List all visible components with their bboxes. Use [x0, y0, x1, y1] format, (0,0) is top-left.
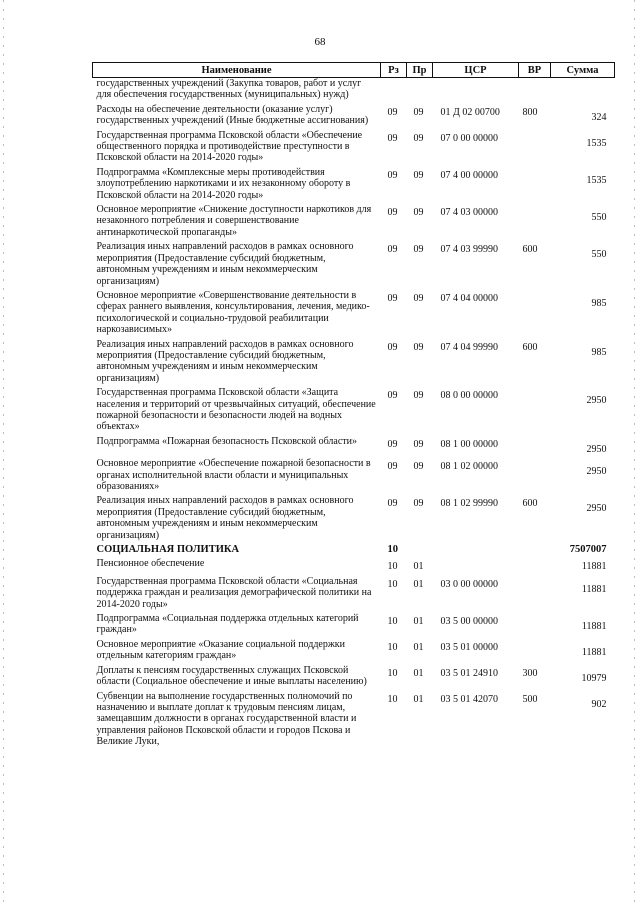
cell-csr [433, 558, 519, 575]
cell-vr: 300 [522, 667, 538, 679]
cell-sum: 902 [591, 698, 607, 710]
cell-vr [519, 78, 551, 104]
header-rz: Рз [381, 63, 407, 78]
table-row [93, 458, 615, 495]
cell-vr [519, 387, 551, 436]
table-row [93, 104, 615, 130]
cell-pr: 09 [413, 341, 424, 353]
cell-csr: 03 5 01 42070 [440, 693, 498, 705]
cell-pr [407, 544, 433, 558]
cell-csr: 03 5 01 24910 [440, 667, 498, 679]
cell-vr [519, 204, 551, 241]
cell-sum: 550 [591, 249, 607, 261]
cell-name: Государственная программа Псковской области «Социальная поддержка граждан и реализация демографической политики на 2014-2020 годы» [96, 575, 372, 610]
cell-csr: 08 1 02 99990 [440, 498, 498, 510]
cell-vr [519, 558, 551, 575]
cell-pr: 09 [413, 390, 424, 402]
cell-rz: 09 [387, 169, 398, 181]
cell-vr: 600 [522, 498, 538, 510]
cell-name: государственных учреждений (Закупка товаров, работ и услуг для обеспечения государственных (муниципальных) нужд) [96, 78, 362, 101]
cell-name: Подпрограмма «Пожарная безопасность Псковской области» [96, 435, 357, 447]
cell-csr: 03 5 01 00000 [440, 641, 498, 653]
cell-sum: 11881 [581, 621, 607, 633]
cell-rz: 09 [387, 106, 398, 118]
cell-sum: 324 [591, 111, 607, 123]
header-sum: Сумма [551, 63, 615, 78]
cell-csr [433, 544, 519, 558]
cell-csr: 08 0 00 00000 [440, 390, 498, 402]
cell-name: Основное мероприятие «Обеспечение пожарной безопасности в органах исполнительной власти области и муниципальных образованиях» [96, 458, 371, 492]
cell-pr: 09 [413, 461, 424, 473]
cell-sum: 550 [591, 212, 607, 224]
scan-edge-left [3, 0, 4, 905]
cell-rz: 10 [387, 641, 398, 653]
cell-pr: 01 [413, 561, 424, 573]
table-row [93, 204, 615, 241]
table-row [93, 495, 615, 544]
cell-csr: 03 0 00 00000 [440, 578, 498, 590]
cell-rz: 10 [387, 667, 398, 679]
cell-name: СОЦИАЛЬНАЯ ПОЛИТИКА [96, 544, 240, 556]
cell-pr: 09 [413, 438, 424, 450]
cell-pr: 09 [413, 169, 424, 181]
scan-edge-right [634, 0, 635, 905]
table-row [93, 576, 615, 613]
cell-rz: 09 [387, 390, 398, 402]
cell-vr: 600 [522, 244, 538, 256]
table-row [93, 436, 615, 458]
cell-pr: 09 [413, 207, 424, 219]
cell-name: Государственная программа Псковской области «Обеспечение общественного порядка и противодействие преступности в Псковской области на 2014-2020 годы» [96, 129, 363, 164]
cell-csr: 07 4 03 00000 [440, 207, 498, 219]
cell-name: Государственная программа Псковской области «Защита населения и территорий от чрезвычайных ситуаций, обеспечение пожарной безопасности и безопасности людей на водных объектах» [96, 387, 376, 433]
cell-name: Реализация иных направлений расходов в рамках основного мероприятия (Предоставление субсидий бюджетным, автономным учреждениям и иным некоммерческим организациям) [96, 338, 354, 384]
table-row [93, 613, 615, 639]
cell-name: Основное мероприятие «Снижение доступности наркотиков для незаконного потребления и совершенствование антинаркотической пропаганды» [96, 204, 372, 238]
cell-pr [407, 78, 433, 104]
cell-csr: 08 1 02 00000 [440, 461, 498, 473]
cell-name: Доплаты к пенсиям государственных служащих Псковской области (Социальное обеспечение и иные выплаты населению) [96, 664, 367, 688]
cell-vr [519, 458, 551, 495]
cell-csr: 07 4 00 00000 [440, 169, 498, 181]
cell-vr [519, 576, 551, 613]
cell-rz: 09 [387, 461, 398, 473]
page-number: 68 [314, 36, 326, 48]
cell-pr: 01 [413, 641, 424, 653]
cell-sum [551, 78, 615, 104]
table-row [93, 130, 615, 167]
cell-vr: 500 [522, 693, 538, 705]
cell-sum: 11881 [581, 561, 607, 573]
cell-csr: 01 Д 02 00700 [440, 106, 500, 118]
cell-pr: 01 [413, 616, 424, 628]
cell-sum: 1535 [586, 174, 607, 186]
cell-rz: 10 [387, 578, 398, 590]
cell-vr [519, 639, 551, 665]
cell-vr: 800 [522, 106, 538, 118]
cell-csr: 07 4 04 00000 [440, 292, 498, 304]
cell-csr: 03 5 00 00000 [440, 616, 498, 628]
cell-rz: 09 [387, 244, 398, 256]
cell-rz [381, 78, 407, 104]
cell-vr [519, 130, 551, 167]
header-csr: ЦСР [433, 63, 519, 78]
cell-csr: 08 1 00 00000 [440, 438, 498, 450]
cell-rz: 10 [387, 693, 398, 705]
budget-table [92, 62, 615, 751]
cell-name: Расходы на обеспечение деятельности (оказание услуг) государственных учреждений (Иные бюджетные ассигнования) [96, 103, 369, 127]
budget-table-container [92, 62, 614, 751]
cell-vr [519, 167, 551, 204]
cell-pr: 01 [413, 693, 424, 705]
cell-pr: 09 [413, 244, 424, 256]
cell-rz: 10 [387, 544, 398, 556]
cell-name: Подпрограмма «Социальная поддержка отдельных категорий граждан» [96, 613, 359, 636]
cell-rz: 09 [387, 438, 398, 450]
cell-sum: 2950 [586, 395, 607, 407]
cell-sum: 1535 [586, 137, 607, 149]
header-vr: ВР [519, 63, 551, 78]
cell-sum: 2950 [586, 443, 607, 455]
cell-csr: 07 0 00 00000 [440, 132, 498, 144]
cell-rz: 09 [387, 292, 398, 304]
header-name: Наименование [93, 63, 381, 78]
table-row [93, 639, 615, 665]
table-header-row [93, 63, 615, 78]
cell-sum: 11881 [581, 646, 607, 658]
cell-name: Реализация иных направлений расходов в рамках основного мероприятия (Предоставление субсидий бюджетным, автономным учреждениям и иным некоммерческим организациям) [96, 241, 354, 287]
cell-pr: 01 [413, 578, 424, 590]
header-pr: Пр [407, 63, 433, 78]
cell-sum: 985 [591, 297, 607, 309]
table-row [93, 241, 615, 290]
cell-rz: 09 [387, 207, 398, 219]
section-row [93, 544, 615, 558]
cell-sum: 10979 [581, 672, 607, 684]
cell-name: Пенсионное обеспечение [96, 558, 205, 570]
cell-csr [433, 78, 519, 104]
cell-csr: 07 4 03 99990 [440, 244, 498, 256]
cell-csr: 07 4 04 99990 [440, 341, 498, 353]
cell-rz: 10 [387, 561, 398, 573]
cell-pr: 09 [413, 106, 424, 118]
cell-sum: 7507007 [569, 544, 607, 556]
cell-sum: 2950 [586, 503, 607, 515]
table-row [93, 691, 615, 751]
cell-rz: 09 [387, 498, 398, 510]
cell-rz: 09 [387, 341, 398, 353]
table-row [93, 665, 615, 691]
cell-sum: 11881 [581, 583, 607, 595]
cell-vr [519, 613, 551, 639]
cell-name: Подпрограмма «Комплексные меры противодействия злоупотреблению наркотиками и их незаконному обороту в Псковской области на 2014-2020 годы» [96, 166, 351, 201]
cell-sum: 985 [591, 346, 607, 358]
cell-vr [519, 290, 551, 339]
table-row [93, 290, 615, 339]
table-row [93, 167, 615, 204]
cell-vr [519, 544, 551, 558]
table-row [93, 78, 615, 104]
cell-name: Основное мероприятие «Оказание социальной поддержки отдельным категориям граждан» [96, 638, 345, 662]
table-row [93, 387, 615, 436]
cell-rz: 09 [387, 132, 398, 144]
cell-name: Субвенции на выполнение государственных полномочий по назначению и выплате доплат к трудовым пенсиям лицам, замещавшим должности в органах государственной власти и управления районов Псковской области и городов Пскова и Великие Луки, [96, 690, 357, 748]
cell-pr: 09 [413, 292, 424, 304]
cell-pr: 01 [413, 667, 424, 679]
cell-pr: 09 [413, 498, 424, 510]
cell-pr: 09 [413, 132, 424, 144]
cell-name: Реализация иных направлений расходов в рамках основного мероприятия (Предоставление субсидий бюджетным, автономным учреждениям и иным некоммерческим организациям) [96, 495, 354, 541]
cell-vr [519, 436, 551, 458]
cell-sum: 2950 [586, 466, 607, 478]
table-row [93, 339, 615, 388]
cell-rz: 10 [387, 616, 398, 628]
table-row [93, 558, 615, 575]
cell-name: Основное мероприятие «Совершенствование деятельности в сферах раннего выявления, консультирования, лечения, медико-психологической и социально-трудовой реабилитации наркозависимых» [96, 289, 370, 336]
cell-vr: 600 [522, 341, 538, 353]
